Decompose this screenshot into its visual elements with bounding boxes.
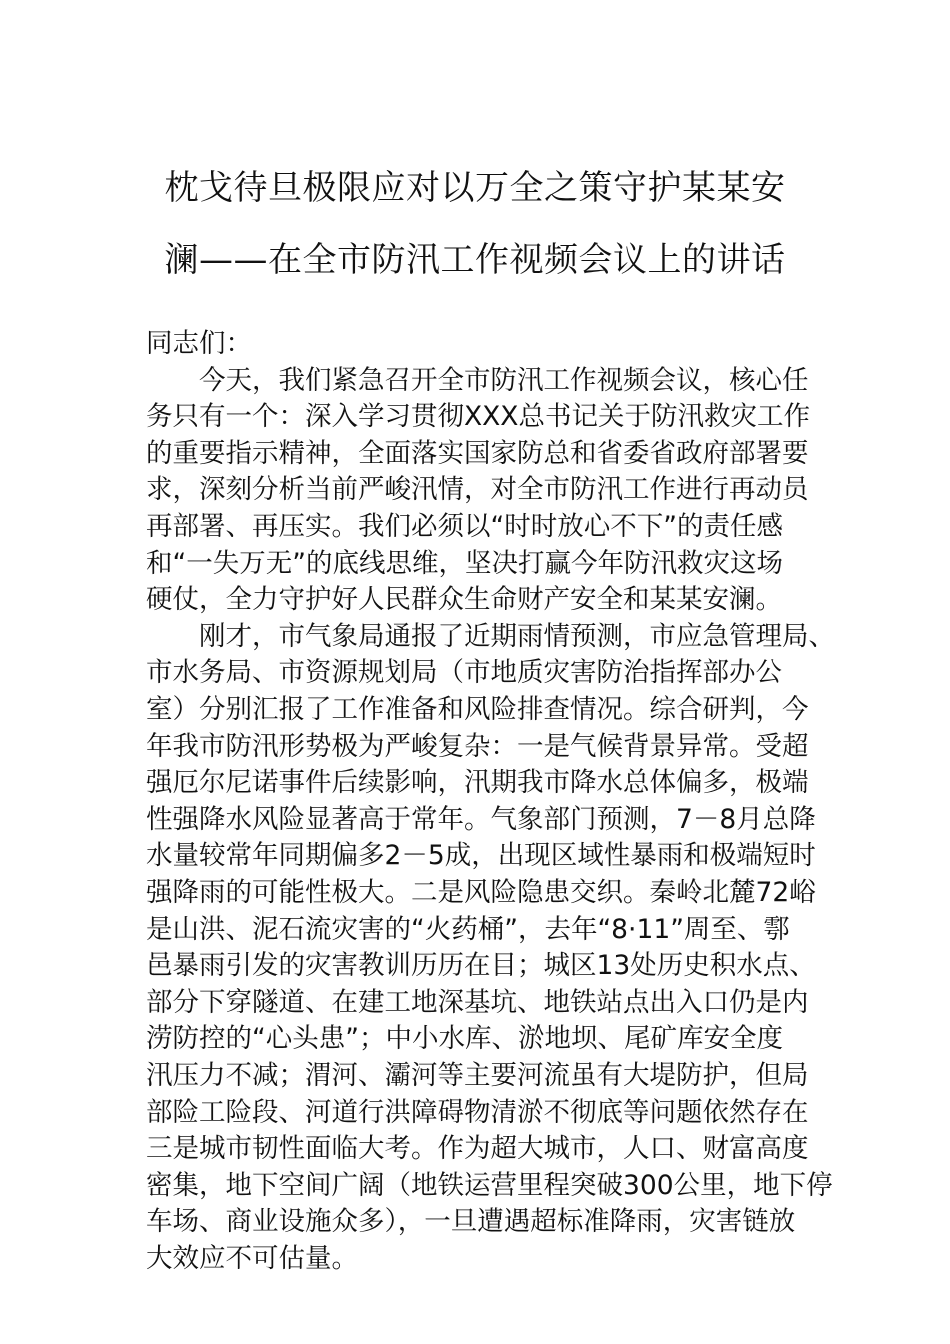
body-text-line: 年我市防汛形势极为严峻复杂：一是气候背景异常。受超 [146, 730, 809, 762]
body-text-line: 求，深刻分析当前严峻汛情，对全市防汛工作进行再动员 [146, 474, 809, 506]
body-text-line: 的重要指示精神，全面落实国家防总和省委省政府部署要 [146, 437, 809, 469]
body-text-line: 务只有一个：深入学习贯彻XXX总书记关于防汛救灾工作 [146, 401, 810, 433]
body-text-line: 部险工险段、河道行洪障碍物清淤不彻底等问题依然存在 [146, 1096, 809, 1128]
body-text-line: 市水务局、市资源规划局（市地质灾害防治指挥部办公 [146, 657, 782, 689]
body-text-line: 大效应不可估量。 [146, 1243, 358, 1274]
body-text-line: 三是城市韧性面临大考。作为超大城市，人口、财富高度 [146, 1133, 809, 1165]
body-text-line: 部分下穿隧道、在建工地深基坑、地铁站点出入口仍是内 [146, 986, 809, 1018]
body-text-line: 今天，我们紧急召开全市防汛工作视频会议，核心任 [146, 364, 809, 396]
body-text-line: 涝防控的“心头患”；中小水库、淤地坝、尾矿库安全度 [146, 1023, 783, 1055]
body-text-line: 硬仗，全力守护好人民群众生命财产安全和某某安澜。 [146, 584, 782, 616]
body-text-line: 和“一失万无”的底线思维，坚决打赢今年防汛救灾这场 [146, 547, 783, 579]
document-title-line-2: 澜——在全市防汛工作视频会议上的讲话 [164, 240, 786, 280]
body-text-line: 密集，地下空间广阔（地铁运营里程突破300公里，地下停 [146, 1169, 833, 1201]
body-text-line: 水量较常年同期偏多2－5成，出现区域性暴雨和极端短时 [146, 840, 816, 872]
document-title-line-1: 枕戈待旦极限应对以万全之策守护某某安 [164, 168, 786, 208]
body-text-line: 邑暴雨引发的灾害教训历历在目；城区13处历史积水点、 [146, 950, 816, 982]
body-text-line: 再部署、再压实。我们必须以“时时放心不下”的责任感 [146, 511, 783, 542]
body-text-line: 刚才，市气象局通报了近期雨情预测，市应急管理局、 [146, 620, 835, 652]
body-text-line: 性强降水风险显著高于常年。气象部门预测，7－8月总降 [146, 803, 816, 835]
body-text-line: 强降雨的可能性极大。二是风险隐患交织。秦岭北麓72峪 [146, 877, 816, 908]
body-text-line: 汛压力不减；渭河、灞河等主要河流虽有大堤防护，但局 [146, 1060, 809, 1091]
body-text-line: 车场、商业设施众多），一旦遭遇超标准降雨，灾害链放 [146, 1206, 796, 1238]
body-text-line: 强厄尔尼诺事件后续影响，汛期我市降水总体偏多，极端 [146, 767, 809, 799]
body-text-line: 是山洪、泥石流灾害的“火药桶”，去年“8·11”周至、鄠 [146, 913, 790, 945]
salutation-line: 同志们： [146, 328, 252, 359]
body-text-line: 室）分别汇报了工作准备和风险排查情况。综合研判，今 [146, 694, 809, 725]
